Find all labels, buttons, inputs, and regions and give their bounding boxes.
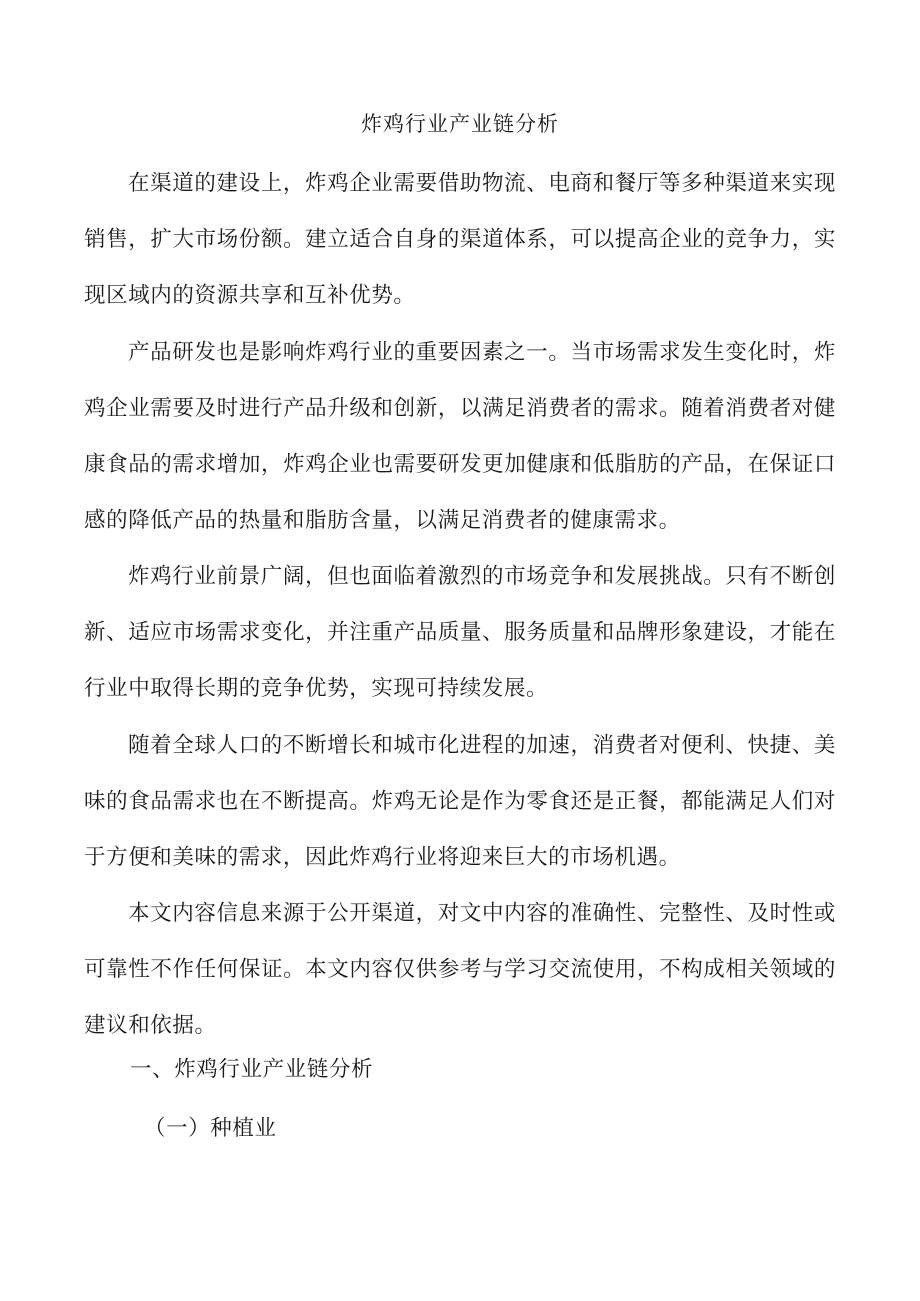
paragraph-market-opportunity: 随着全球人口的不断增长和城市化进程的加速，消费者对便利、快捷、美味的食品需求也在不断提高。炸鸡无论是作为零食还是正餐，都能满足人们对于方便和美味的需求，因此炸鸡行业将迎来巨大的市场机遇。 [84, 733, 836, 870]
paragraph-channel-construction: 在渠道的建设上，炸鸡企业需要借助物流、电商和餐厅等多种渠道来实现销售，扩大市场份额。建立适合自身的渠道体系，可以提高企业的竞争力，实现区域内的资源共享和互补优势。 [84, 171, 836, 308]
document-title: 炸鸡行业产业链分析 [361, 112, 559, 136]
section-heading: 一、炸鸡行业产业链分析 [130, 1057, 374, 1082]
subsection-heading: （一）种植业 [144, 1116, 277, 1141]
paragraph-industry-outlook: 炸鸡行业前景广阔，但也面临着激烈的市场竞争和发展挑战。只有不断创新、适应市场需求变化，并注重产品质量、服务质量和品牌形象建设，才能在行业中取得长期的竞争优势，实现可持续发展。 [84, 564, 836, 701]
paragraph-disclaimer: 本文内容信息来源于公开渠道，对文中内容的准确性、完整性、及时性或可靠性不作任何保证。本文内容仅供参考与学习交流使用，不构成相关领域的建议和依据。 [84, 901, 836, 1038]
paragraph-product-development: 产品研发也是影响炸鸡行业的重要因素之一。当市场需求发生变化时，炸鸡企业需要及时进行产品升级和创新，以满足消费者的需求。随着消费者对健康食品的需求增加，炸鸡企业也需要研发更加健康和低脂肪的产品，在保证口感的降低产品的热量和脂肪含量，以满足消费者的健康需求。 [84, 340, 836, 533]
